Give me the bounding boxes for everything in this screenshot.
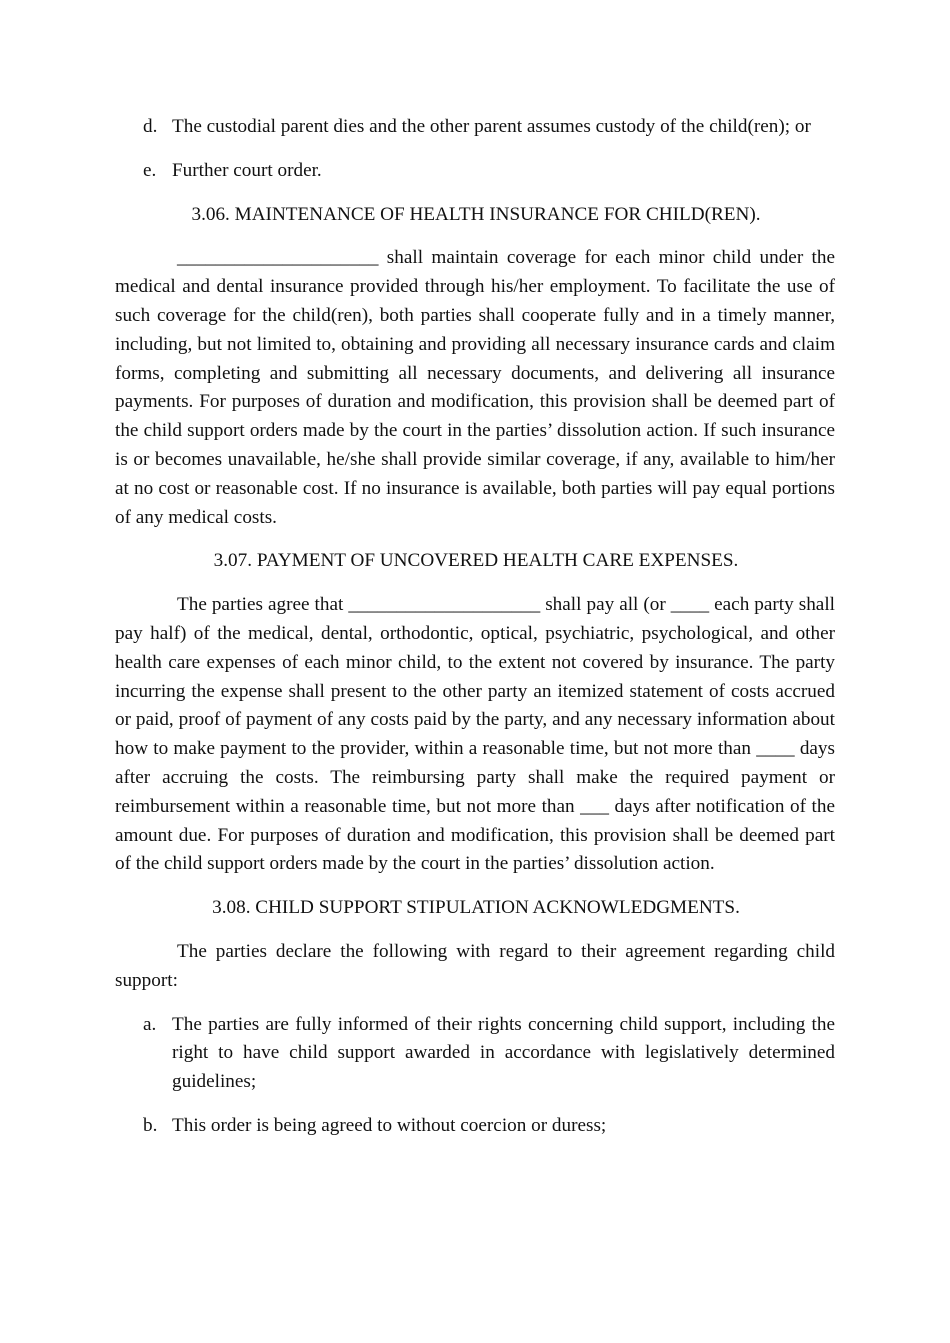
list-marker: b. (143, 1114, 158, 1136)
list-item-d (143, 113, 835, 142)
section-heading-3-07: 3.07. PAYMENT OF UNCOVERED HEALTH CARE EXPENSES. (213, 550, 739, 572)
section-body-3-07: The parties agree that ____________________ shall pay all (or ____ each party shall pay half) of the medical, dental, orthodontic, optical, psychiatric, psychological, and other health care expenses of each minor child, to the extent not covered by insurance. The party incurring the expense shall present to the other party an itemized statement of costs accrued or paid, proof of payment of any costs paid by the party, and any necessary information about how to make payment to the provider, within a reasonable time, but not more than ____ days after accruing the costs. The reimbursing party shall make the required payment or reimbursement within a reasonable time, but not more than ___ days after notification of the amount due. For purposes of duration and modification, this provision shall be deemed part of the child support orders made by the court in the parties’ dissolution action. (115, 594, 835, 875)
list-item-text: Further court order. (172, 159, 322, 181)
list-item-text: The parties are fully informed of their rights concerning child support, including the right to have child support awarded in accordance with legislatively determined guidelines; (172, 1013, 835, 1093)
list-item-e (143, 157, 835, 186)
list-item-a (143, 1011, 835, 1097)
section-body-3-08: The parties declare the following with regard to their agreement regarding child support: (115, 940, 835, 991)
list-item-b (143, 1112, 835, 1141)
list-marker: a. (143, 1013, 157, 1035)
list-item-text: This order is being agreed to without coercion or duress; (172, 1114, 607, 1136)
section-body-3-06: _____________________ shall maintain coverage for each minor child under the medical and dental insurance provided through his/her employment. To facilitate the use of such coverage for the child(ren), both parties shall cooperate fully and in a timely manner, including, but not limited to, obtaining and providing all necessary insurance cards and claim forms, completing and submitting all necessary documents, and delivering all insurance payments. For purposes of duration and modification, this provision shall be deemed part of the child support orders made by the court in the parties’ dissolution action. If such insurance is or becomes unavailable, he/she shall provide similar coverage, if any, available to him/her at no cost or reasonable cost. If no insurance is available, both parties will pay equal portions of any medical costs. (115, 247, 835, 528)
list-item-text: The custodial parent dies and the other parent assumes custody of the child(ren); or (172, 116, 811, 137)
document-page (115, 113, 835, 1156)
list-marker: d. (143, 116, 158, 137)
section-heading-3-06: 3.06. MAINTENANCE OF HEALTH INSURANCE FOR CHILD(REN). (191, 203, 761, 225)
section-heading-3-08: 3.08. CHILD SUPPORT STIPULATION ACKNOWLEDGMENTS. (212, 897, 740, 919)
list-marker: e. (143, 159, 157, 181)
